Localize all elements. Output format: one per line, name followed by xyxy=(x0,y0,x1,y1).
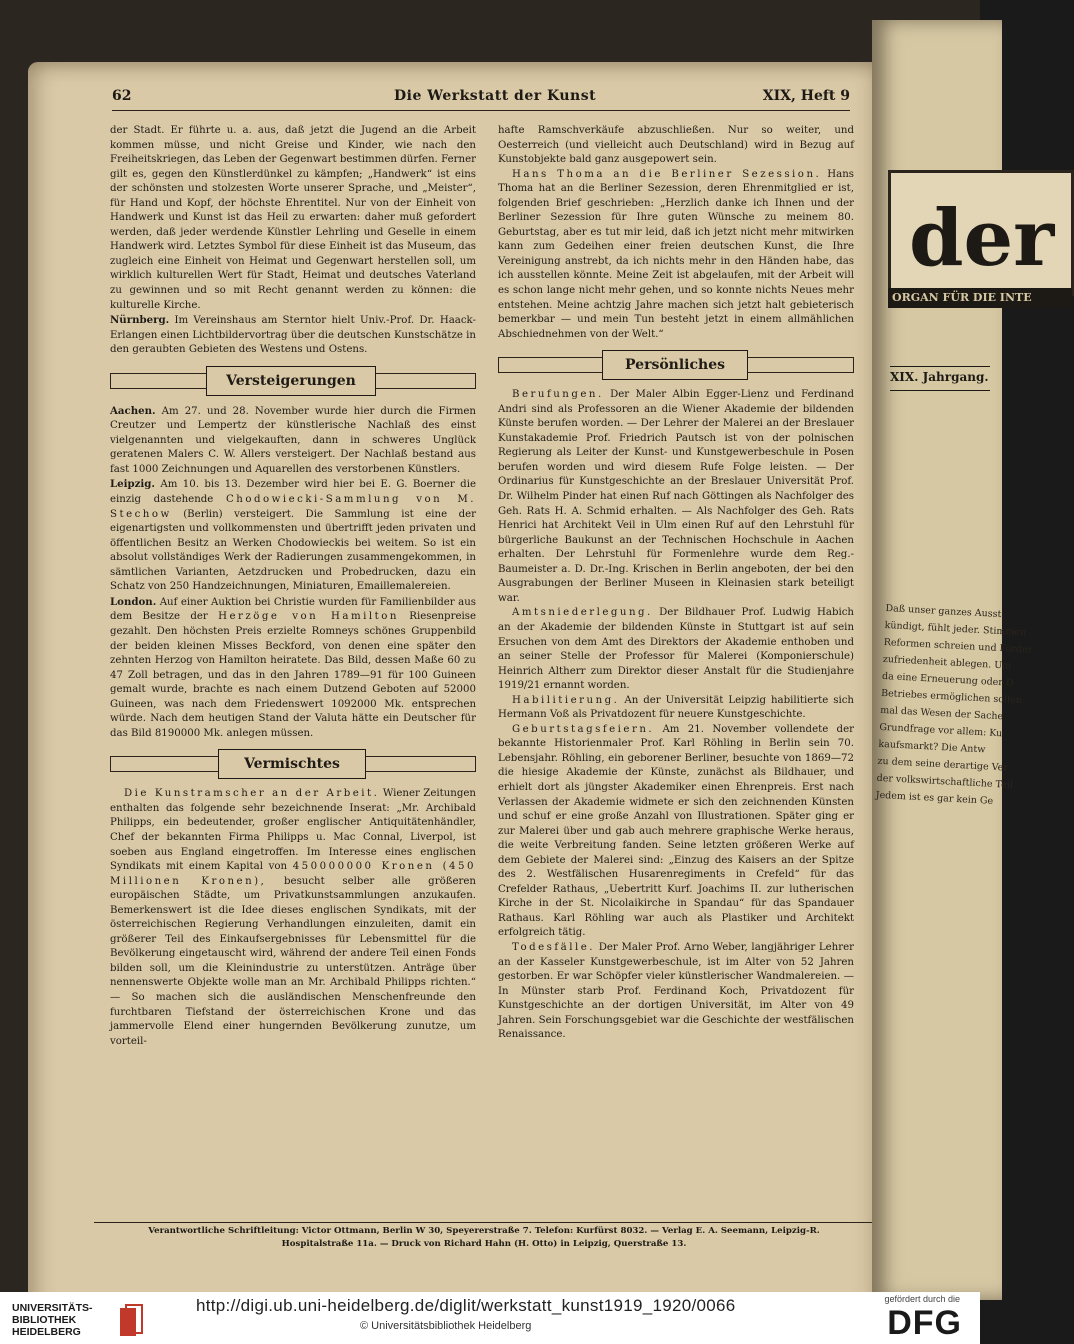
section-heading-vermischtes xyxy=(110,749,476,779)
library-name-line: BIBLIOTHEK xyxy=(12,1314,77,1326)
spaced-kunstramscher: Die Kunstramscher an der Arbeit. xyxy=(124,788,380,800)
funded-by-label: gefördert durch die xyxy=(884,1294,960,1304)
dfg-logo[interactable] xyxy=(856,1294,966,1342)
paragraph-leipzig xyxy=(110,477,476,594)
facing-title: der xyxy=(909,193,1055,284)
paragraph-todesfaelle xyxy=(498,941,854,1043)
paragraph-continuation: hafte Ramschverkäufe abzuschließen. Nur so weiter, und Oesterreich (und vielleicht auch Deutschland) wird in Bezug auf Kunstobjekte bald ganz ausgepowert sein. xyxy=(498,125,854,166)
section-heading-versteigerungen xyxy=(110,366,476,396)
paragraph-berufungen xyxy=(498,388,854,606)
spaced-leipzig: Chodowiecki-Sammlung von M. Stechow xyxy=(110,494,476,520)
text-berufungen: Der Maler Albin Egger-Lienz und Ferdinand Andri sind als Professoren an die Wiener Akademie der bildenden Künste berufen worden. — Der Lehrer der Malerei an der Breslauer Kunstakademie Prof. Friedrich Pautsch ist von der polnischen Regierung als Leiter der Kunst- und Kunstgewerbeschule in Posen berufen worden und wird diesem Rufe Folge leisten. — Der Ordinarius für Kunstgeschichte an der Breslauer Universität Prof. Dr. Wilhelm Pinder hat einen Ruf nach Göttingen als Nachfolger des Geh. Rats H. A. Schmid erhalten. — Als Nachfolger des Geh. Rats Henrici hat Architekt Veil in Ulm einen Ruf auf den Lehrstuhl für bürgerliche Baukunst an der Technischen Hochschule in Aachen erhalten. Der Lehrstuhl für Formenlehre wurde dem Reg.-Baumeister a. D. Dr.-Ing. Krischen in Berlin angeboten, der bei den Ausgrabungen der Berliner Museen in Kleinasien stark beteiligt war. xyxy=(498,389,854,604)
library-logo[interactable] xyxy=(12,1300,182,1340)
text-habil: An der Universität Leipzig habilitierte sich Hermann Voß als Privatdozent für neuere Kunstgeschichte. xyxy=(498,694,854,721)
facing-line: Jedem ist es gar kein Ge xyxy=(875,789,994,807)
imprint-line-2: Hospitalstraße 11a. — Druck von Richard Hahn (H. Otto) in Leipzig, Querstraße 13. xyxy=(281,1239,687,1249)
section-title-vermischtes: Vermischtes xyxy=(218,749,366,779)
library-name xyxy=(12,1302,93,1338)
journal-title: Die Werkstatt der Kunst xyxy=(394,88,597,104)
facing-line: kündigt, fühlt jeder. Stimmen xyxy=(884,619,1027,639)
facing-jahrgang: XIX. Jahrgang. xyxy=(890,370,989,384)
paragraph-aachen xyxy=(110,404,476,478)
facing-text xyxy=(875,600,1033,809)
facing-page xyxy=(872,20,1055,1300)
facing-line: Reformen schreien und Forder xyxy=(883,636,1033,656)
facing-line: kaufsmarkt? Die Antw xyxy=(878,738,986,756)
copyright-notice: © Universitätsbibliothek Heidelberg xyxy=(360,1320,532,1332)
text-aachen: Am 27. und 28. November wurde hier durch die Firmen Creutzer und Lempertz der künstlerische Nachlaß des einst vielgenannten und vielgekauften, dann in schweres Unglück geratenen Malers C. W. Allers versteigert. Der Nachlaß bestand aus fast 1000 Zeichnungen und Aquarellen des verstorbenen Künstlers. xyxy=(110,405,476,475)
facing-line: Daß unser ganzes Ausst xyxy=(885,602,1002,621)
spaced-london: Herzöge von Hamilton xyxy=(218,611,399,623)
facing-rule-top xyxy=(890,366,990,367)
text-leipzig-2: (Berlin) versteigert. Die Sammlung ist eine der eigenartigsten und vollkommensten und übertrifft jeden privaten und öffentlichen Besitz an Werken Chodowieckis bei weitem. So ist ein absolut vollständiges Werk der Radierungen zusammengekommen, in sämtlichen Varianten, Aetzdrucken und Probedrucken, dazu ein Schatz von 250 Handzeichnungen, Miniaturen, Emaillemalereien. xyxy=(110,508,476,593)
text-amts: Der Bildhauer Prof. Ludwig Habich an der Akademie der bildenden Künste in Stuttgart ist auf sein Ersuchen von dem Amt des Direktors der Akademie enthoben und an seiner Stelle der Professor für Malerei (Komponierschule) Heinrich Altherr zum Direktor dieser Anstalt für die Studienjahre 1919/21 ernannt worden. xyxy=(498,607,854,692)
right-column xyxy=(498,124,854,1043)
left-column xyxy=(110,124,476,1049)
paragraph-london xyxy=(110,595,476,741)
place-london: London. xyxy=(110,595,157,608)
section-title-versteigerungen: Versteigerungen xyxy=(206,366,376,396)
paragraph-kunstramscher xyxy=(110,787,476,1049)
text-thoma: Hans Thoma hat an die Berliner Sezession, deren Ehrenmitglied er ist, folgenden Brief geschrieben: „Herzlich danke ich Ihnen und der Berliner Sezession für Ihre guten Wünsche zu meinem 80. Geburtstag, aber es tut mir leid, daß ich jetzt nicht mehr mitwirken kann zum Gedeihen einer freien deutschen Kunst, die Ihre Vereinigung anstrebt, da ich nichts mehr in den Händen habe, das ich ausstellen könnte. Meine Zeit ist abgelaufen, mit der Arbeit will es schon lange nicht mehr gehen, und so konnte nichts Neues mehr entstehen. Meine achtzig Jahre machen sich jetzt halt gebieterisch bemerkbar — und mein Tun besteht jetzt in einem allmählichen Abschiednehmen von der Welt.“ xyxy=(498,168,854,340)
text-kunstramscher-1: Wiener Zeitungen enthalten das folgende sehr bezeichnende Inserat: „Mr. Archibald Philipps, ein bedeutender, großer englischer Antiquitätenhändler, Chef der bekannten Firma Philipps u. Mac Connal, Liverpol, ist soeben aus England eingetroffen. Im Interesse eines englischen Syndikats mit einem Kapital von xyxy=(110,788,476,873)
paragraph-thoma xyxy=(498,168,854,343)
paragraph-geburtstage xyxy=(498,723,854,941)
paragraph-amtsniederlegung xyxy=(498,606,854,693)
facing-rule-bottom xyxy=(890,390,990,391)
text-tod: Der Maler Prof. Arno Weber, langjähriger Lehrer an der Kasseler Kunstgewerbeschule, ist im Alter von 52 Jahren gestorben. Er war Schöpfer vieler künstlerischer Wandmalereien. — In Münster starb Prof. Ferdinand Koch, Privatdozent für Kunstgeschichte an der dortigen Universität, im Alter von 49 Jahren. Sein Forschungsgebiet war die Geschichte der westfälischen Renaissance. xyxy=(498,941,854,1041)
page-number: 62 xyxy=(112,88,132,104)
section-heading-persoenliches xyxy=(498,350,854,380)
viewer-bottom-bar xyxy=(0,1292,980,1344)
text-geburt: Am 21. November vollendete der bekannte Historienmaler Prof. Karl Röhling in Berlin sein 70. Lebensjahr. Röhling, ein geborener Berliner, besuchte von 1869—72 die hiesige Akademie der Künste, zunächst als Bildhauer, und erhielt dort als jüngster Akademiker einen Ehrenpreis. Erst nach Verlassen der Akademie widmete er sich den zeichnenden Künsten und schuf er eine große Anzahl von Illustrationen. Später ging er zur Malerei über und gab auch mehrere graphische Werke heraus, die weite Verbreitung fanden. Seine letzten größeren Werke auf dem Gebiete der Malerei sind: „Einzug des Kaisers an der Spitze des 2. Westfälischen Husarenregiments in Crefeld“ für das Crefelder Rathaus, „Uebertritt Kurf. Joachims II. zur lutherischen Kirche in der St. Nicolaikirche in Spandau“ für das Spandauer Rathaus. Karl Röhling war auch als Plastiker und Architekt erfolgreich tätig. xyxy=(498,723,854,939)
spaced-habil: Habilitierung. xyxy=(512,694,620,706)
text-leipzig-1: Am 10. bis 13. Dezember wird hier bei E. G. Boerner die einzig dastehende xyxy=(110,479,476,506)
text-london-2: Riesenpreise gezahlt. Den höchsten Preis erzielte Romneys schönes Gruppenbild der beiden kleinen Misses Beckford, von denen eine später den zehnten Herzog von Hamilton heiratete. Das Bild, dessen Maße 60 zu 47 Zoll betragen, und das in den Jahren 1789—91 für 100 Guineen gemalt wurde, brachte es nach einem Dutzend Geboten auf 52000 Guineen, was nach dem Friedenswert 1092000 Mk. entsprechen würde. Nach dem heutigen Stand der Valuta hätte ein Deutscher für das Bild 8190000 Mk. anlegen müssen. xyxy=(110,611,476,739)
spaced-geburt: Geburtstagsfeiern. xyxy=(512,723,655,735)
text-nuernberg: Im Vereinshaus am Sterntor hielt Univ.-Prof. Dr. Haack-Erlangen einen Lichtbildervortrag über die deutschen Kunstschätze in den geraubten Gebieten des Westens und Ostens. xyxy=(110,315,476,356)
library-book-icon xyxy=(118,1304,144,1338)
permalink-url[interactable]: http://digi.ub.uni-heidelberg.de/diglit/werkstatt_kunst1919_1920/0066 xyxy=(196,1296,736,1315)
paragraph-habilitierung xyxy=(498,694,854,723)
facing-line: da eine Erneuerung oder D xyxy=(881,670,1014,689)
place-leipzig: Leipzig. xyxy=(110,478,155,491)
facing-line: zu dem seine derartige Ver xyxy=(877,755,1009,774)
dfg-wordmark: DFG xyxy=(887,1304,962,1342)
place-aachen: Aachen. xyxy=(110,404,156,417)
facing-line: der volkswirtschaftliche Teil xyxy=(876,772,1014,791)
text-kunstramscher-2: besucht selber alle größeren europäischen Städte, um Privatkunstsammlungen anzukaufen. Bemerkenswert ist die Idee dieses englischen Syndikats, mit der österreichischen Regierung Verhandlungen einzuleiten, damit ein größerer Teil des Einkaufsergebnisses für Lebensmittel für die Bevölkerung eingetauscht wird, während der andere Teil einen Fonds bilden soll, um die Kleinindustrie zu unterstützen. Anträge über nennenswerte Objekte wolle man an Mr. Archibald Philipps richten.“ — So machen sich die ausländischen Menschenfreunde den furchtbaren Tiefstand der österreichischen Krone und das jammervolle Elend einer hungernden Bevölkerung zunutze, um vorteil- xyxy=(110,875,476,1047)
spaced-amts: Amtsniederlegung. xyxy=(512,607,653,619)
spaced-kunstramscher-2: 450000000 Kronen (450 Millionen Kronen), xyxy=(110,861,476,887)
imprint-footer xyxy=(94,1222,874,1251)
spaced-tod: Todesfälle. xyxy=(512,941,596,953)
facing-line: Grundfrage vor allem: Ku xyxy=(879,721,1003,740)
library-name-line: HEIDELBERG xyxy=(12,1326,81,1338)
facing-line: zufriedenheit ablegen. Um xyxy=(882,653,1012,672)
text-london-1: Auf einer Auktion bei Christie wurden für Familienbilder aus dem Besitze der xyxy=(110,596,476,623)
facing-line: Betriebes ermöglichen sollen xyxy=(880,687,1023,707)
facing-line: mal das Wesen der Sache xyxy=(879,704,1004,723)
paragraph-nuernberg xyxy=(110,313,476,358)
place-nuernberg: Nürnberg. xyxy=(110,314,170,327)
section-title-persoenliches: Persönliches xyxy=(602,350,748,380)
facing-title-box xyxy=(888,170,1074,296)
issue-label: XIX, Heft 9 xyxy=(762,88,850,104)
facing-organ-bar: ORGAN FÜR DIE INTE xyxy=(888,288,1072,308)
spaced-berufungen: Berufungen. xyxy=(512,389,604,401)
spaced-thoma: Hans Thoma an die Berliner Sezession. xyxy=(512,168,822,180)
page-header xyxy=(112,86,850,111)
paragraph-intro: der Stadt. Er führte u. a. aus, daß jetzt die Jugend an die Arbeit kommen müsse, und nicht Greise und Kinder, wie nach den Freiheitskriegen, das Leben der Gegenwart bestimmen dürfen. Ferner gilt es, gegen den Künstlerdünkel zu kämpfen; „Handwerk“ ist eins der schönsten und stolzesten Worte unserer Sprache, und „Meister“, für Hand und Kopf, der höchste Ehrentitel. Nur von der Einheit von Handwerk und Kunst ist das Heil zu erwarten: daher muß gefordert werden, daß jeder werdende Künstler Lehrling und Geselle in einem Handwerk wird. Letztes Symbol für diese Einheit ist das Museum, das zugleich eine Einheit von Heimat und Gegenwart herstellen soll, um wirklich kulturellen Wert für Stadt, Heimat und deutsches Vaterland zu gewinnen und so mit Recht genannt werden zu können: die kulturelle Kirche. xyxy=(110,125,476,311)
imprint-line-1: Verantwortliche Schriftleitung: Victor Ottmann, Berlin W 30, Speyererstraße 7. Telefon: Kurfürst 8032. — Verlag E. A. Seemann, Leipzig-R. xyxy=(148,1226,820,1236)
library-name-line: UNIVERSITÄTS- xyxy=(12,1302,93,1314)
